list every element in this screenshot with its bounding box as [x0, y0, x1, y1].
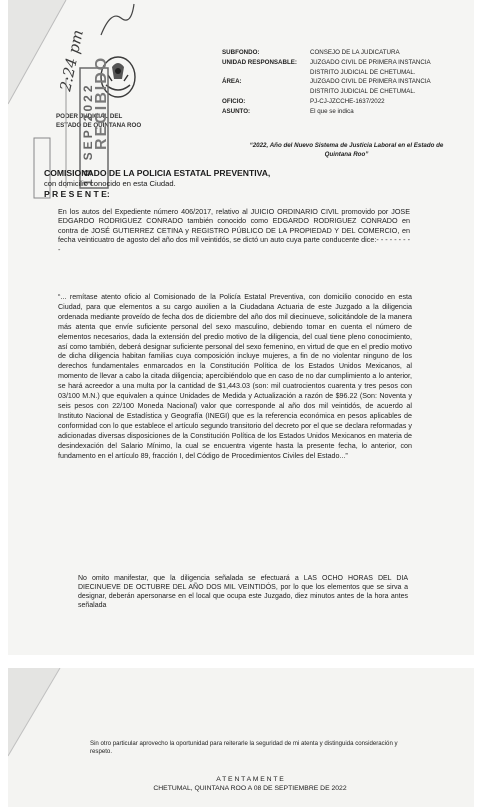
stamp-date: 19 SEP 2022 [81, 82, 95, 186]
document-metadata [222, 48, 460, 117]
poder-judicial-line-1: PODER JUDICIAL DEL [56, 113, 123, 120]
poder-judicial-line-2: ESTADO DE QUINTANA ROO [56, 121, 142, 129]
meta-row-unidad-2: DISTRITO JUDICIAL DE CHETUMAL. [310, 68, 416, 76]
paragraph-quoted-order: “... remítase atento oficio al Comisionado de la Policía Estatal Preventiva, con domicilio conocido en esta Ciudad, para que elementos a su cargo auxilien a la Ciudadana Actuaria de este Juzgado a la diligencia ordenada mediante proveído de fecha dos de diciembre del año dos mil diecinueve, solicitándole de la manera más atenta que envíe suficiente personal del sexo masculino, debiendo tomar en cuenta el número de elementos necesarios, dada la extensión del predio motivo de la diligencia, del cual tiene pleno conocimiento, así como también, deberá designar suficiente personal del sexo femenino, en virtud de que en el predio motivo de dicha diligencia habitan familias cuya composición incluye mujeres, a fin de no violentar ninguno de los derechos fundamentales enmarcados en la Constitución Política de los Estados Unidos Mexicanos, al momento de llevar a cabo la citada diligencia; apercibiéndolo que en caso de no dar cumplimiento a lo anterior, se hará acreedor a una multa por la cantidad de $1,443.03 (son: mil cuatrocientos cuarenta y tres pesos con 03/100 M.N.) que equivalen a quince Unidades de Medida y Actualización a razón de $96.22 (Son: Noventa y seis pesos con 22/100 Moneda Nacional) valor que corresponde al año dos mil veintidós, de acuerdo al Instituto Nacional de Estadística y Geografía (INEGI) que es la referencia económica en pesos aplicables de conformidad con lo que establece el artículo segundo transitorio del decreto por el que se declara reformadas y adicionadas diversas disposiciones de la Constitución Política de los Estados Unidos Mexicanos en materia de desindexación del Salario Mínimo, la cual se encuentra vigente hasta la presente fecha, lo anterior, con fundamento en el artículo 89, fracción I, del Código de Procedimientos Civiles del Estado...” [58, 293, 412, 460]
recipient-address: con domicilio conocido en esta Ciudad. [44, 178, 176, 188]
recipient-block [44, 168, 374, 200]
paragraph-diligence-time: No omito manifestar, que la diligencia señalada se efectuará a LAS OCHO HORAS DEL DIA DIECINUEVE DE OCTUBRE DEL AÑO DOS MIL VEINTIDÓS, por lo que los elementos que se sirva a designar, deberán apersonarse en el local que ocupa este Juzgado, diez minutos antes de la hora antes señalada [78, 575, 408, 610]
year-slogan: “2022, Año del Nuevo Sistema de Justicia Laboral en el Estado de Quintana Roo” [249, 142, 444, 158]
closing-place-date: CHETUMAL, QUINTANA ROO A 08 DE SEPTIEMBRE DE 2022 [153, 784, 347, 792]
stamp-recibido: RECIBIDO [93, 55, 110, 150]
recipient-greeting: P R E S E N T E: [44, 189, 110, 199]
meta-row-area-2: DISTRITO JUDICIAL DE CHETUMAL. [310, 88, 416, 96]
meta-row-area: ÁREA: JUZGADO CIVIL DE PRIMERA INSTANCIA [222, 78, 431, 86]
closing-block [115, 776, 385, 793]
paragraph-case-intro: En los autos del Expediente número 406/2017, relativo al JUICIO ORDINARIO CIVIL promovido por JOSE EDGARDO RODRIGUEZ CONRADO también conocido como EDGARDO RODRIGUEZ CONRADO en contra de JOSÉ GUTIERREZ CETINA y REGISTRO PÚBLICO DE LA PROPIEDAD Y DEL COMERCIO, en fecha veinticuatro de agosto del año dos mil veintidós, se dictó un auto cuya parte conducente dice:- - - - - - - - - [58, 207, 410, 254]
meta-row-unidad: UNIDAD RESPONSABLE: JUZGADO CIVIL DE PRIMERA INSTANCIA [222, 58, 431, 66]
closing-atentamente: A T E N T A M E N T E [216, 776, 284, 783]
page-gap [0, 655, 480, 668]
meta-row-subfondo: SUBFONDO: CONSEJO DE LA JUDICATURA [222, 49, 400, 56]
folded-corner-2 [8, 668, 68, 763]
meta-row-oficio: OFICIO: PJ-CJ-JZCCHE-1637/2022 [222, 97, 385, 105]
svg-text:2:24 pm: 2:24 pm [56, 28, 87, 93]
meta-row-asunto: ASUNTO: El que se indica [222, 107, 354, 115]
paragraph-courtesy: Sin otro particular aprovecho la oportunidad para reiterarle la seguridad de mi atenta y distinguida consideración y respeto. [90, 740, 398, 756]
handwritten-signature [96, 0, 136, 40]
recipient-name: COMISIONADO DE LA POLICIA ESTATAL PREVENTIVA, [44, 168, 271, 178]
